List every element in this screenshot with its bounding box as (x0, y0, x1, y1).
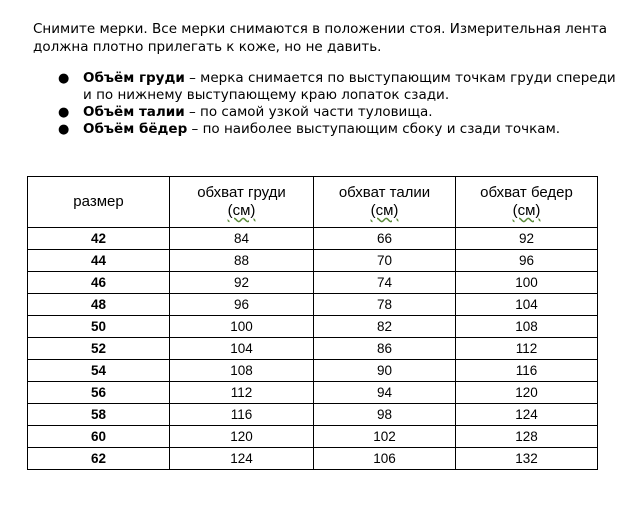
measurement-list (58, 70, 618, 138)
cell-chest: 104 (170, 338, 314, 360)
cell-waist: 78 (314, 294, 456, 316)
cell-hips: 124 (456, 404, 598, 426)
table-header-row (28, 177, 598, 228)
desc-chest: – мерка снимается по выступающим точкам груди спереди и по нижнему выступающему краю лопаток сзади. (83, 70, 616, 103)
intro-text: Снимите мерки. Все мерки снимаются в положении стоя. Измерительная лента должна плотно прилегать к коже, но не давить. (33, 21, 607, 55)
header-hips-unit: (см) (512, 202, 541, 219)
desc-hips: – по наиболее выступающим сбоку и сзади точкам. (187, 121, 561, 137)
cell-size: 54 (28, 360, 170, 382)
table-row (28, 228, 598, 250)
term-waist: Объём талии (83, 104, 185, 120)
header-waist-unit: (см) (370, 202, 399, 219)
cell-size: 44 (28, 250, 170, 272)
cell-chest: 100 (170, 316, 314, 338)
cell-waist: 74 (314, 272, 456, 294)
cell-chest: 92 (170, 272, 314, 294)
cell-hips: 128 (456, 426, 598, 448)
cell-hips: 96 (456, 250, 598, 272)
cell-hips: 116 (456, 360, 598, 382)
term-chest: Объём груди (83, 70, 185, 86)
cell-size: 58 (28, 404, 170, 426)
cell-hips: 100 (456, 272, 598, 294)
cell-chest: 116 (170, 404, 314, 426)
table-row (28, 272, 598, 294)
cell-waist: 94 (314, 382, 456, 404)
list-item-hips (58, 121, 618, 138)
size-table (27, 176, 598, 470)
cell-waist: 90 (314, 360, 456, 382)
table-row (28, 294, 598, 316)
table-row (28, 426, 598, 448)
bullet-icon: ● (58, 71, 70, 86)
cell-waist: 106 (314, 448, 456, 470)
table-row (28, 250, 598, 272)
cell-chest: 84 (170, 228, 314, 250)
cell-waist: 102 (314, 426, 456, 448)
cell-size: 46 (28, 272, 170, 294)
header-chest-unit: (см) (227, 202, 256, 219)
cell-chest: 124 (170, 448, 314, 470)
cell-size: 56 (28, 382, 170, 404)
cell-size: 60 (28, 426, 170, 448)
header-hips (456, 177, 598, 228)
cell-size: 62 (28, 448, 170, 470)
header-waist-label: обхват талии (338, 184, 431, 201)
header-waist (314, 177, 456, 228)
cell-waist: 82 (314, 316, 456, 338)
cell-size: 48 (28, 294, 170, 316)
table-row (28, 316, 598, 338)
cell-chest: 108 (170, 360, 314, 382)
cell-hips: 104 (456, 294, 598, 316)
cell-size: 50 (28, 316, 170, 338)
table-row (28, 448, 598, 470)
table-row (28, 338, 598, 360)
cell-chest: 112 (170, 382, 314, 404)
cell-hips: 112 (456, 338, 598, 360)
cell-waist: 86 (314, 338, 456, 360)
header-chest (170, 177, 314, 228)
cell-size: 42 (28, 228, 170, 250)
cell-chest: 88 (170, 250, 314, 272)
cell-waist: 66 (314, 228, 456, 250)
cell-hips: 132 (456, 448, 598, 470)
table-row (28, 404, 598, 426)
cell-size: 52 (28, 338, 170, 360)
header-size-label: размер (73, 193, 124, 210)
list-item-chest (58, 70, 618, 104)
desc-waist: – по самой узкой части туловища. (184, 104, 433, 120)
cell-waist: 70 (314, 250, 456, 272)
header-size (28, 177, 170, 228)
cell-hips: 120 (456, 382, 598, 404)
term-hips: Объём бёдер (83, 121, 188, 137)
list-item-waist (58, 104, 618, 121)
cell-waist: 98 (314, 404, 456, 426)
bullet-icon: ● (58, 122, 70, 137)
cell-chest: 96 (170, 294, 314, 316)
cell-chest: 120 (170, 426, 314, 448)
cell-hips: 92 (456, 228, 598, 250)
header-hips-label: обхват бедер (480, 184, 573, 201)
header-chest-label: обхват груди (197, 184, 286, 201)
bullet-icon: ● (58, 105, 70, 120)
table-row (28, 360, 598, 382)
cell-hips: 108 (456, 316, 598, 338)
table-row (28, 382, 598, 404)
